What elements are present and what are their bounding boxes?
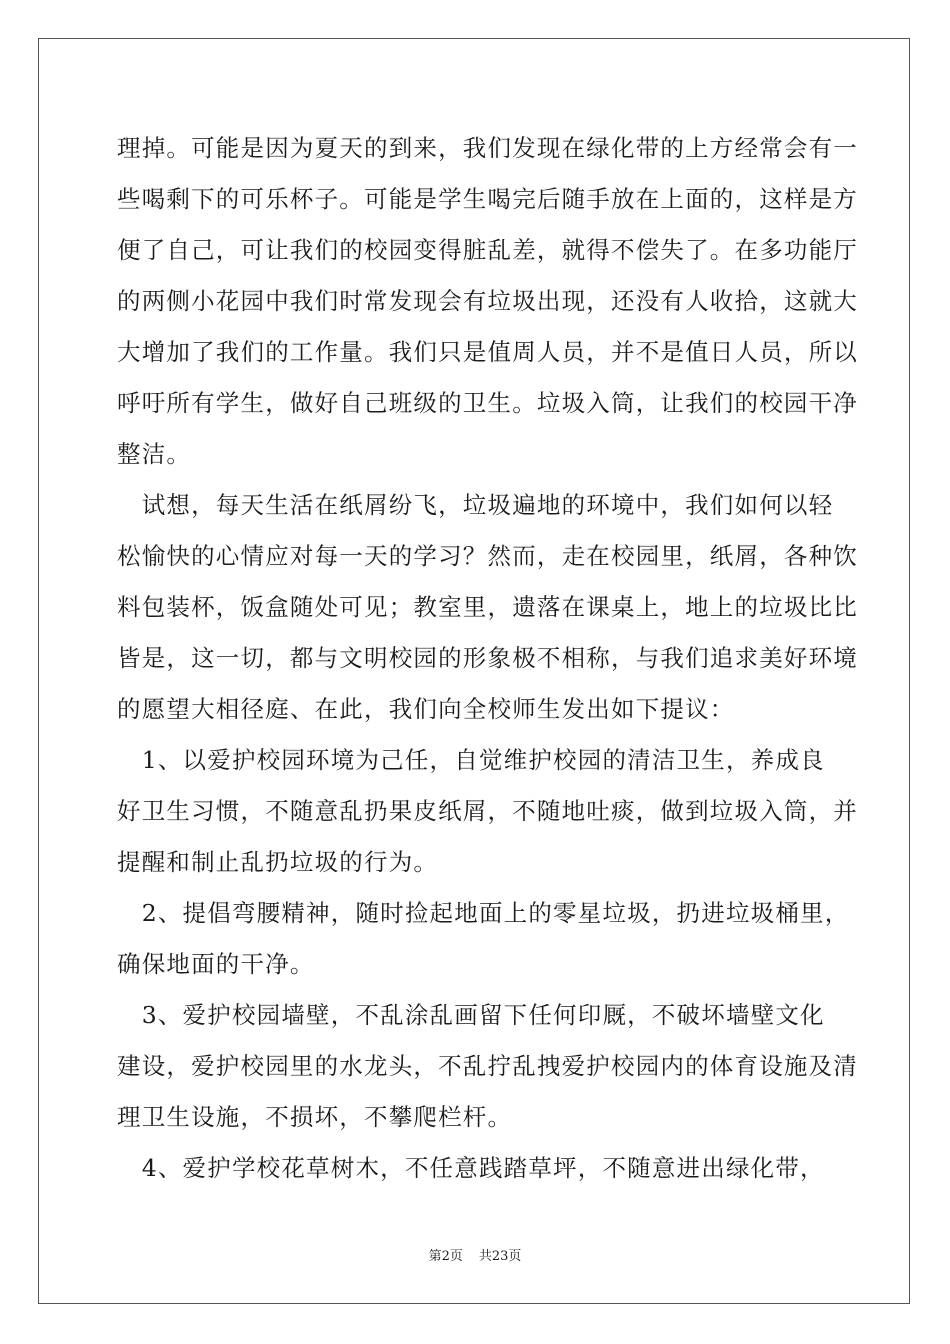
text-line: 理卫生设施，不损坏，不攀爬栏杆。 <box>117 1103 513 1131</box>
text-line: 的两侧小花园中我们时常发现会有垃圾出现，还没有人收拾，这就大 <box>117 287 858 315</box>
page-number: 第2页 <box>428 1249 463 1264</box>
text-line: 确保地面的干净。 <box>117 950 315 978</box>
total-pages: 共23页 <box>478 1249 522 1264</box>
page-footer <box>0 1248 950 1266</box>
text-line: 皆是，这一切，都与文明校园的形象极不相称，与我们追求美好环境 <box>117 644 858 672</box>
text-line: 便了自己，可让我们的校园变得脏乱差，就得不偿失了。在多功能厅 <box>117 236 858 264</box>
text-line: 试想，每天生活在纸屑纷飞，垃圾遍地的环境中，我们如何以轻 <box>117 491 834 519</box>
text-line: 整洁。 <box>117 440 192 468</box>
text-line: 料包装杯，饭盒随处可见；教室里，遗落在课桌上，地上的垃圾比比 <box>117 593 858 621</box>
text-line: 3、爱护校园墙壁，不乱涂乱画留下任何印厩，不破坏墙壁文化 <box>117 1001 825 1029</box>
text-line: 2、提倡弯腰精神，随时捡起地面上的零星垃圾，扔进垃圾桶里， <box>117 899 850 927</box>
text-line: 的愿望大相径庭、在此，我们向全校师生发出如下提议： <box>117 695 735 723</box>
text-line: 提醒和制止乱扔垃圾的行为。 <box>117 848 439 876</box>
text-line: 些喝剩下的可乐杯子。可能是学生喝完后随手放在上面的，这样是方 <box>117 185 858 213</box>
text-line: 4、爱护学校花草树木，不任意践踏草坪，不随意进出绿化带， <box>117 1154 825 1182</box>
text-line: 呼吁所有学生，做好自己班级的卫生。垃圾入筒，让我们的校园干净 <box>117 389 858 417</box>
text-line: 理掉。可能是因为夏天的到来，我们发现在绿化带的上方经常会有一 <box>117 134 858 162</box>
text-line: 建设，爱护校园里的水龙头，不乱拧乱拽爱护校园内的体育设施及清 <box>117 1052 858 1080</box>
text-line: 1、以爱护校园环境为己任，自觉维护校园的清洁卫生，养成良 <box>117 746 825 774</box>
text-line: 松愉快的心情应对每一天的学习？然而，走在校园里，纸屑，各种饮 <box>117 542 858 570</box>
text-line: 好卫生习惯，不随意乱扔果皮纸屑，不随地吐痰，做到垃圾入筒，并 <box>117 797 858 825</box>
text-line: 大增加了我们的工作量。我们只是值周人员，并不是值日人员，所以 <box>117 338 858 366</box>
